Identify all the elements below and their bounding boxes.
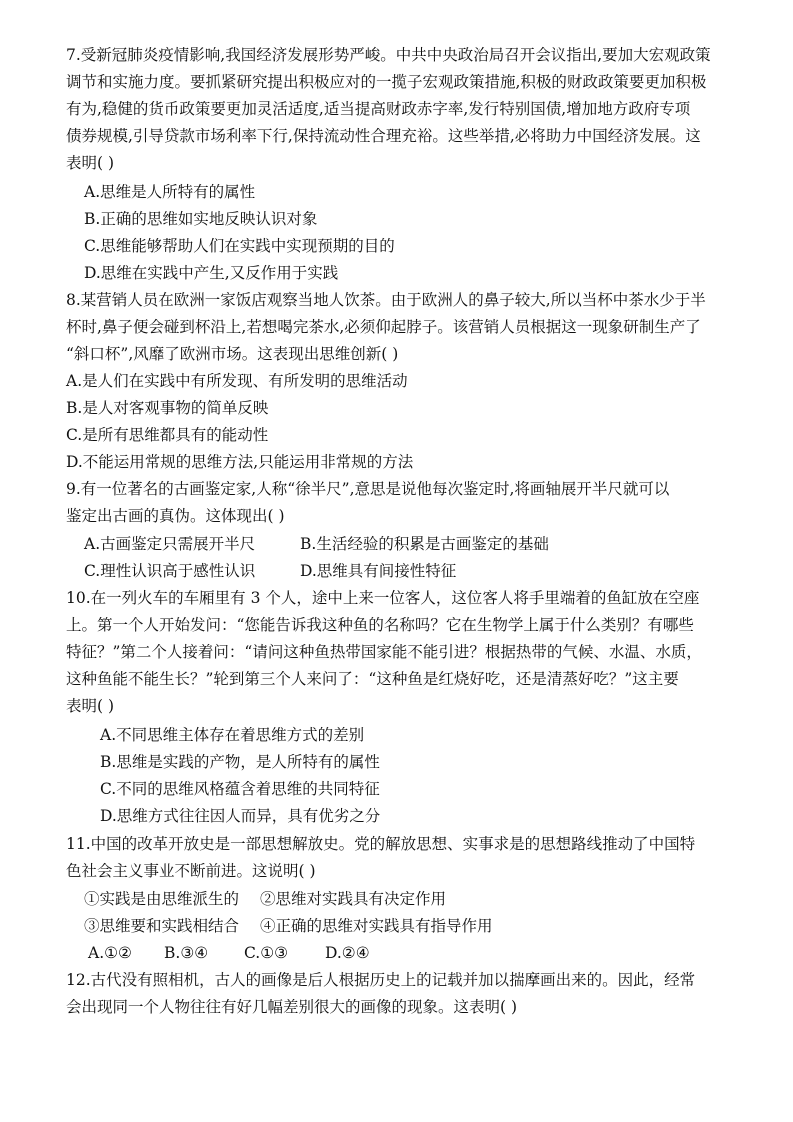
q9-option-c: C.理性认识高于感性认识	[84, 562, 256, 580]
q11-choice-c: C.①③	[244, 944, 289, 962]
q10-option-a: A.不同思维主体存在着思维方式的差别	[100, 726, 365, 744]
q11-stem-line-2: 色社会主义事业不断前进。这说明( )	[66, 862, 316, 880]
q9-option-b: B.生活经验的积累是古画鉴定的基础	[300, 535, 549, 553]
q12-stem-line-2: 会出现同一个人物往往有好几幅差别很大的画像的现象。这表明( )	[66, 998, 518, 1016]
q9-option-a: A.古画鉴定只需展开半尺	[84, 535, 256, 553]
q10-stem-line-5: 表明( )	[66, 697, 115, 715]
q10-stem-line-2: 上。第一个人开始发问：“您能告诉我这种鱼的名称吗？它在生物学上属于什么类别？有哪些	[66, 616, 694, 634]
q10-stem-line-1: 10.在一列火车的车厢里有 3 个人，途中上来一位客人，这位客人将手里端着的鱼缸放在空座	[66, 589, 700, 607]
q8-option-a: A.是人们在实践中有所发现、有所发明的思维活动	[66, 372, 408, 390]
q10-option-c: C.不同的思维风格蕴含着思维的共同特征	[100, 780, 380, 798]
q10-option-b: B.思维是实践的产物，是人所特有的属性	[100, 753, 380, 771]
q7-option-a: A.思维是人所特有的属性	[84, 183, 256, 201]
q11-item-4: ④正确的思维对实践具有指导作用	[260, 917, 493, 935]
q12-stem-line-1: 12.古代没有照相机，古人的画像是后人根据历史上的记载并加以揣摩画出来的。因此，经常	[66, 971, 696, 989]
q8-stem-line-2: 杯时,鼻子便会碰到杯沿上,若想喝完茶水,必须仰起脖子。该营销人员根据这一现象研制生产了	[66, 318, 701, 336]
q10-option-d: D.思维方式往往因人而异，具有优劣之分	[100, 807, 381, 825]
q11-choice-b: B.③④	[164, 944, 209, 962]
q11-item-3: ③思维要和实践相结合	[84, 917, 240, 935]
q11-choice-d: D.②④	[325, 944, 370, 962]
q7-option-d: D.思维在实践中产生,又反作用于实践	[84, 264, 339, 282]
q8-option-d: D.不能运用常规的思维方法,只能运用非常规的方法	[66, 453, 414, 471]
q10-stem-line-4: 这种鱼能不能生长？”轮到第三个人来问了：“这种鱼是红烧好吃，还是清蒸好吃？”这主要	[66, 670, 679, 688]
q7-stem-line-5: 表明( )	[66, 154, 115, 172]
q8-option-b: B.是人对客观事物的简单反映	[66, 399, 269, 417]
q11-stem-line-1: 11.中国的改革开放史是一部思想解放史。党的解放思想、实事求是的思想路线推动了中国特	[66, 835, 696, 853]
q8-option-c: C.是所有思维都具有的能动性	[66, 426, 269, 444]
q7-option-c: C.思维能够帮助人们在实践中实现预期的目的	[84, 237, 395, 255]
q9-stem-line-1: 9.有一位著名的古画鉴定家,人称“徐半尺”,意思是说他每次鉴定时,将画轴展开半尺就可以	[66, 480, 670, 498]
q8-stem-line-1: 8.某营销人员在欧洲一家饭店观察当地人饮茶。由于欧洲人的鼻子较大,所以当杯中茶水少于半	[66, 291, 706, 309]
q7-stem-line-4: 债券规模,引导贷款市场利率下行,保持流动性合理充裕。这些举措,必将助力中国经济发展。这	[66, 127, 701, 145]
q10-stem-line-3: 特征？”第二个人接着问：“请问这种鱼热带国家能不能引进？根据热带的气候、水温、水质，	[66, 643, 702, 661]
q7-stem-line-3: 有为,稳健的货币政策要更加灵活适度,适当提高财政赤字率,发行特别国债,增加地方政府专项	[66, 100, 691, 118]
q11-item-2: ②思维对实践具有决定作用	[260, 890, 447, 908]
q11-choice-a: A.①②	[88, 944, 132, 962]
q8-stem-line-3: “斜口杯”,风靡了欧洲市场。这表现出思维创新( )	[66, 345, 399, 363]
q11-item-1: ①实践是由思维派生的	[84, 890, 240, 908]
q7-option-b: B.正确的思维如实地反映认识对象	[84, 210, 318, 228]
q7-stem-line-2: 调节和实施力度。要抓紧研究提出积极应对的一揽子宏观政策措施,积极的财政政策要更加积极	[66, 73, 707, 91]
q7-stem-line-1: 7.受新冠肺炎疫情影响,我国经济发展形势严峻。中共中央政治局召开会议指出,要加大宏观政策	[66, 46, 711, 64]
q9-option-d: D.思维具有间接性特征	[300, 562, 457, 580]
q9-stem-line-2: 鉴定出古画的真伪。这体现出( )	[66, 507, 285, 525]
